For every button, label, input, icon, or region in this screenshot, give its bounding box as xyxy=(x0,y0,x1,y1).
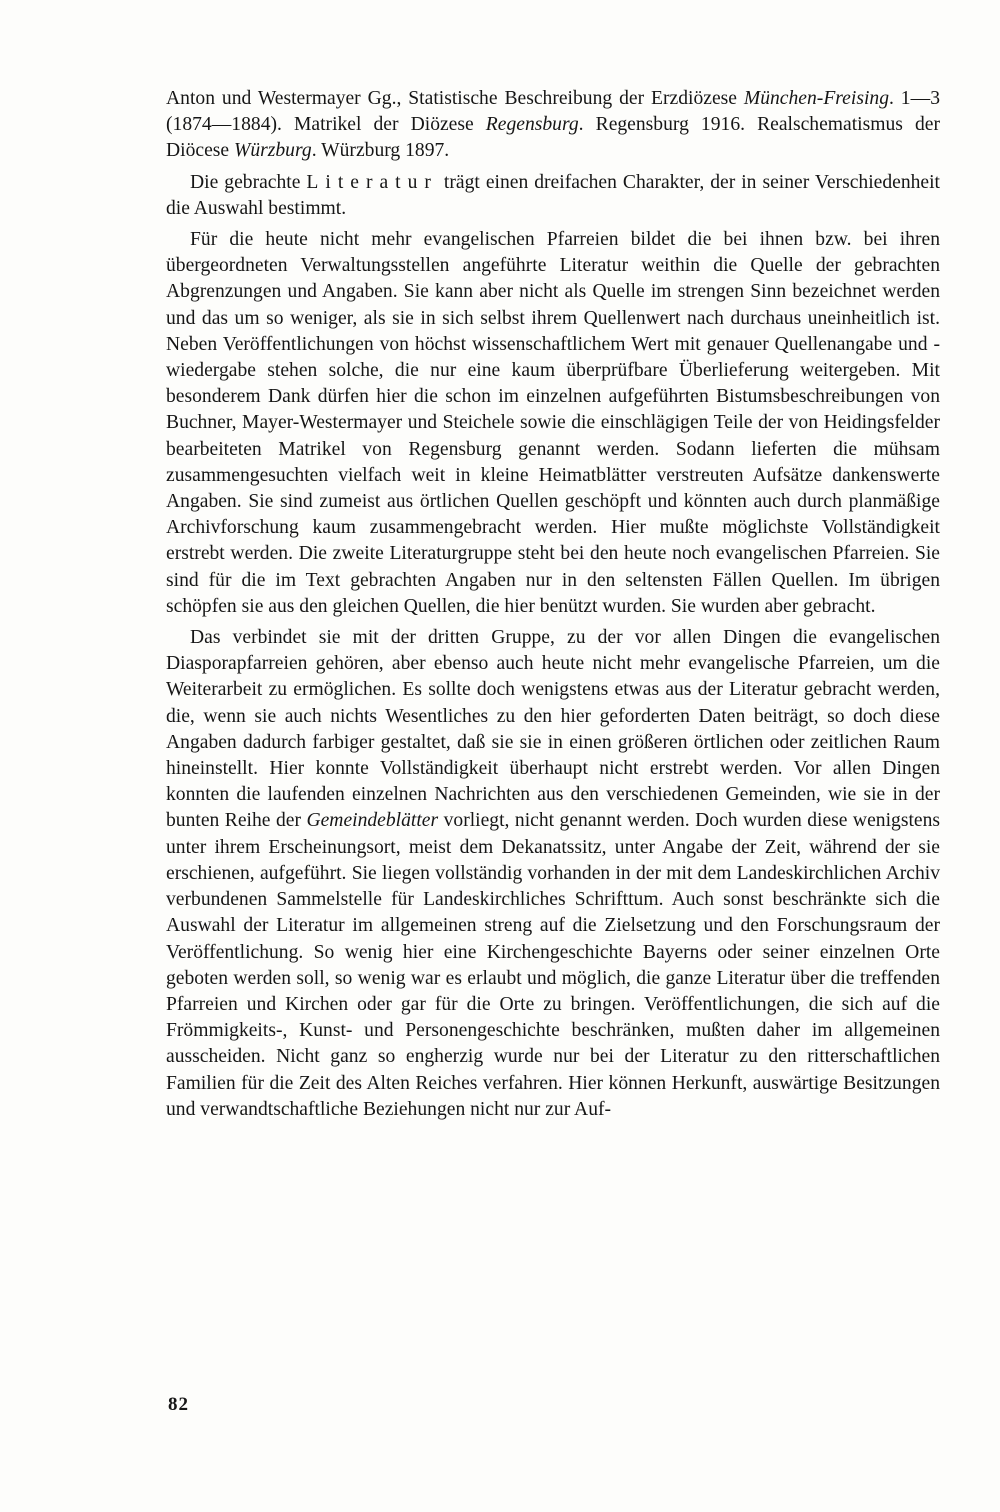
paragraph-third-group xyxy=(166,625,940,1123)
sources-paragraph xyxy=(166,86,940,165)
paragraph-first-group: Für die heute nicht mehr evangelischen Pfarreien bildet die bei ihnen bzw. bei ihren übergeordneten Verwaltungsstellen angeführte Literatur weithin die Quelle der gebrachten Abgrenzungen und Angaben. Sie kann aber nicht als Quelle im strengen Sinn bezeichnet werden und das um so weniger, als sie in sich selbst ihrem Quellenwert nach durchaus uneinheitlich ist. Neben Veröffentlichungen von höchst wissenschaftlichem Wert mit genauer Quellenangabe und -wiedergabe stehen solche, die nur eine kaum überprüfbare Überlieferung weitergeben. Mit besonderem Dank dürfen hier die schon im einzelnen aufgeführten Bistumsbeschreibungen von Buchner, Mayer-Westermayer und Steichele sowie die einschlägigen Teile der von Heidingsfelder bearbeiteten Matrikel von Regensburg genannt werden. Sodann lieferten die mühsam zusammengesuchten vielfach weit in kleine Heimatblätter verstreuten Aufsätze dankenswerte Angaben. Sie sind zumeist aus örtlichen Quellen geschöpft und könnten auch durch planmäßige Archivforschung kaum zusammengebracht werden. Hier mußte möglichste Vollständigkeit erstrebt werden. Die zweite Literaturgruppe steht bei den heute noch evangelischen Pfarreien. Sie sind für die im Text gebrachten Angaben nur in den seltensten Fällen Quellen. Im übrigen schöpfen sie aus den gleichen Quellen, die hier benützt wurden. Sie wurden aber gebracht. xyxy=(166,229,940,617)
paragraph-text: Das verbindet sie mit der dritten Gruppe, zu der vor allen Dingen die evangelischen Diasporapfarreien gehören, aber ebenso auch heute nicht mehr evangelische Pfarreien, um die Weiterarbeit zu ermöglichen. Es sollte doch wenigstens etwas aus der Literatur gebracht werden, die, wenn sie auch nichts Wesentliches zu den hier geforderten Daten beiträgt, so doch diese Angaben dadurch farbiger gestaltet, daß sie sie in einen größeren örtlichen oder zeitlichen Raum hineinstellt. Hier konnte Vollständigkeit überhaupt nicht erstrebt werden. Vor allen Dingen konnten die laufenden einzelnen Nachrichten aus den verschiedenen Gemeinden, wie sie in der bunten Reihe der xyxy=(166,627,940,832)
place-name-italic: München-Freising xyxy=(743,88,889,109)
paragraph-text: vorliegt, nicht genannt werden. Doch wurden diese wenigstens unter ihrem Erscheinungsort, meist dem Dekanatssitz, unter Angabe der Zeit, während der sie erschienen, aufgeführt. Sie liegen vollständig vorhanden in der mit dem Landeskirchlichen Archiv verbundenen Sammelstelle für Landeskirchliches Schrifttum. Auch sonst beschränkte sich die Auswahl der Literatur im allgemeinen streng auf die Zielsetzung und den Forschungsraum der Veröffentlichung. So wenig hier eine Kirchengeschichte Bayerns oder seiner einzelnen Orte geboten werden soll, so wenig war es erlaubt und möglich, die ganze Literatur über die treffenden Pfarreien und Kirchen oder gar für die Orte zu bringen. Veröffentlichungen, die sich auf die Frömmigkeits-, Kunst- und Personengeschichte beschränken, mußten daher im allgemeinen ausscheiden. Nicht ganz so engherzig wurde nur bei der Literatur zu den ritterschaftlichen Familien für die Zeit des Alten Reiches verfahren. Hier können Herkunft, auswärtige Besitzungen und verwandtschaftliche Beziehungen nicht nur zur Auf- xyxy=(166,810,941,1120)
place-name-italic: Regensburg xyxy=(485,114,579,136)
page-number: 82 xyxy=(168,1394,189,1415)
title-italic: Gemeindeblätter xyxy=(306,810,439,832)
place-name-italic: Würzburg xyxy=(234,140,312,162)
sources-text: . 1—3 (1874—1884). Matrikel der Diözese xyxy=(166,88,940,136)
sources-text: . Würzburg 1897. xyxy=(311,140,450,162)
body-text xyxy=(166,86,940,1128)
sources-text: Anton und Westermayer Gg., Statistische Beschreibung der Erzdiözese xyxy=(166,88,744,109)
paragraph-text: trägt einen dreifachen Charakter, der in seiner Verschiedenheit die Auswahl bestimmt. xyxy=(166,171,941,219)
spaced-emphasis: Literatur xyxy=(306,171,438,193)
paragraph-text: Die gebrachte xyxy=(190,171,307,193)
paragraph-literature-intro xyxy=(166,170,940,222)
sources-text: . Regensburg 1916. Realschematismus der Diöcese xyxy=(166,114,940,162)
